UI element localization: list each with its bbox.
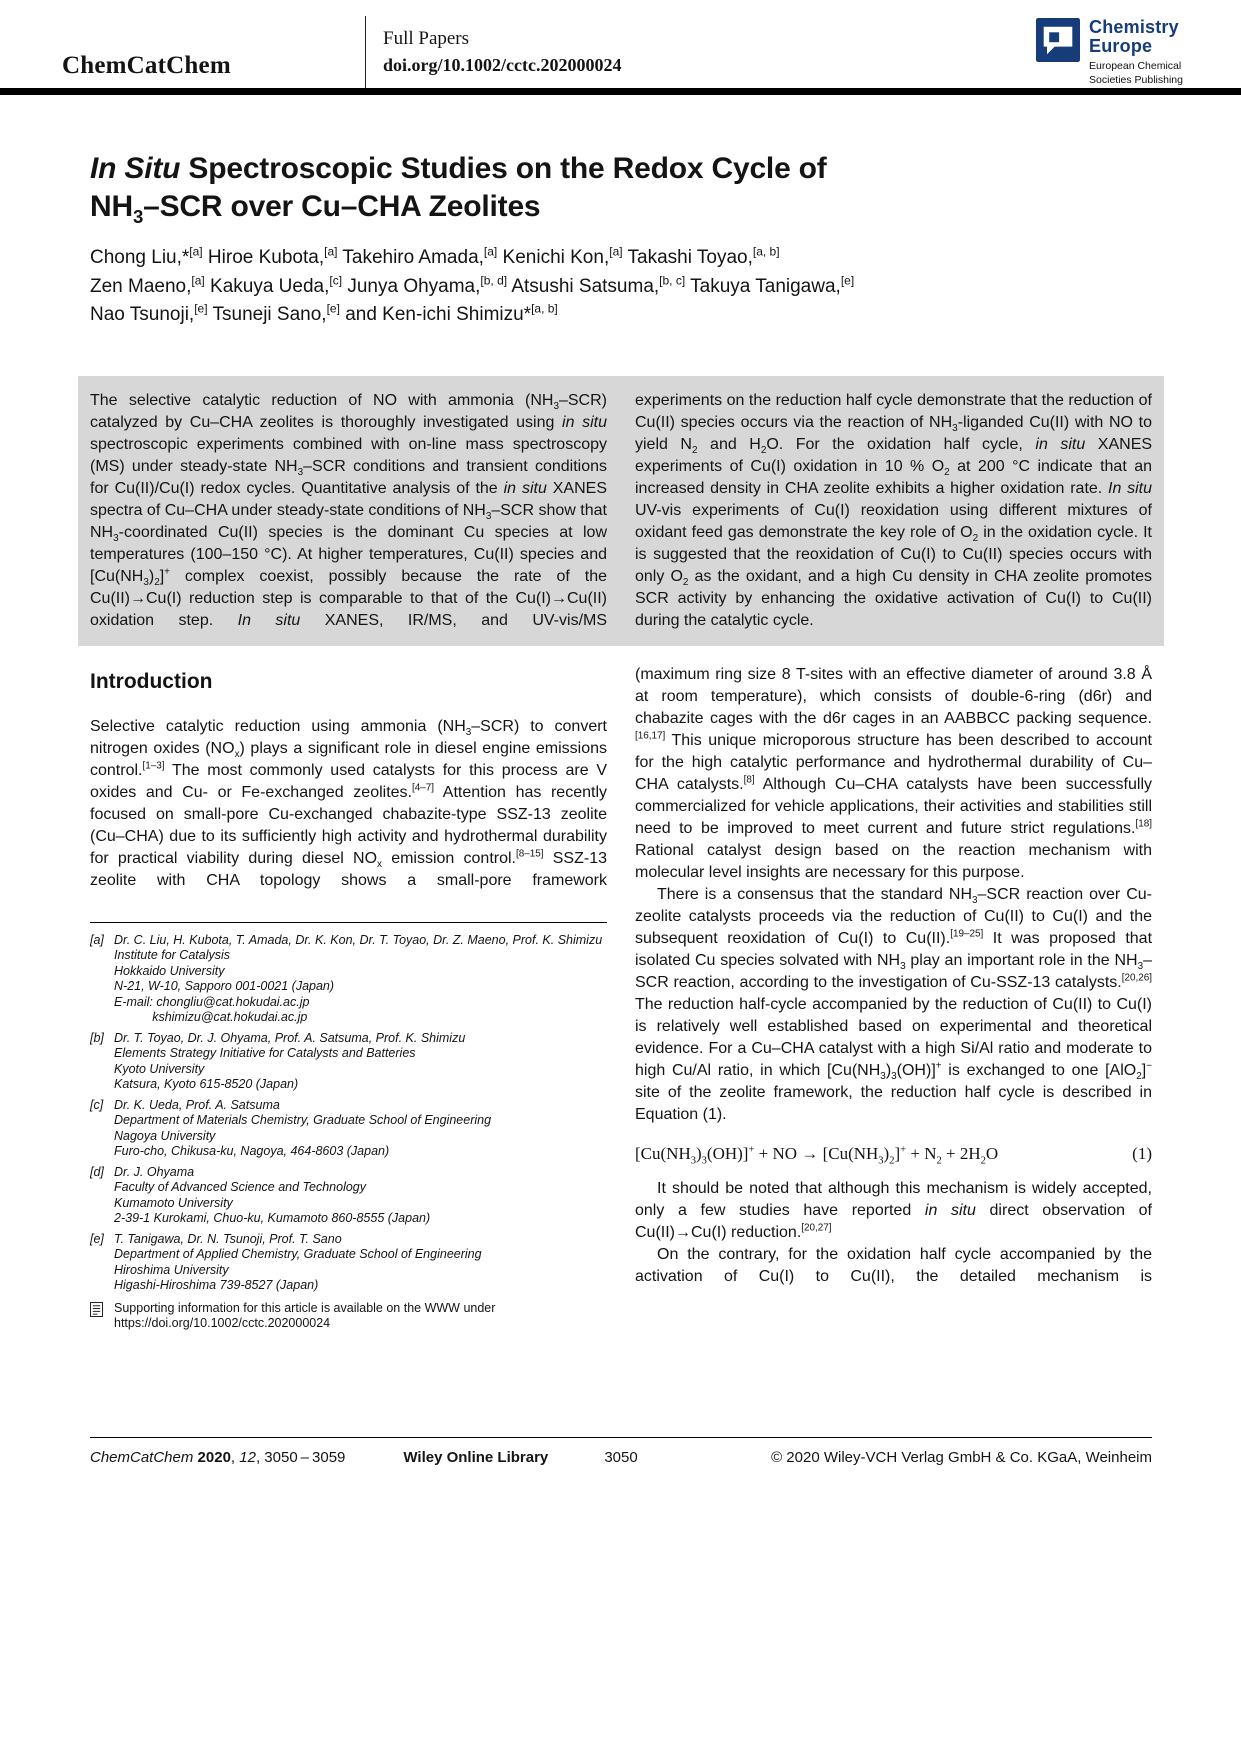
footnote-body: Dr. J. Ohyama Faculty of Advanced Science and Technology Kumamoto University 2-39-1 Kurokami, Chuo-ku, Kumamoto 860-8555 (Japan) bbox=[114, 1164, 431, 1226]
abstract-column-2: experiments on the reduction half cycle demonstrate that the reduction of Cu(II) species occurs via the reaction of $NH_3$-liganded Cu(II) with NO to yield $N_2$ and $H_2O$. For the oxidation half cycle, in situ XANES experiments of Cu(I) oxidation in 10 % $O_2$ at 200 °C indicate that an increased density in CHA zeolite exhibits a higher oxidation rate. In situ UV-vis experiments of Cu(I) reoxidation using different mixtures of oxidant feed gas demonstrate the key role of $O_2$ in the oxidation cycle. It is suggested that the reoxidation of Cu(I) to Cu(II) species occurs with only $O_2$ as the oxidant, and a high Cu density in CHA zeolite promotes SCR activity by enhancing the oxidative activation of Cu(I) to Cu(II) during the catalytic cycle. bbox=[635, 391, 1153, 629]
equation-number: (1) bbox=[1132, 1143, 1152, 1163]
affiliation-a bbox=[90, 933, 607, 1026]
article-title: In Situ Spectroscopic Studies on the Redox Cycle of $NH_3$–SCR over Cu–CHA Zeolites bbox=[90, 152, 827, 228]
abstract-box bbox=[78, 376, 1164, 646]
footnote-marker: [c] bbox=[90, 1097, 104, 1112]
affiliation-c bbox=[90, 1098, 607, 1160]
affiliation-b bbox=[90, 1031, 607, 1093]
supporting-info-icon bbox=[90, 1301, 114, 1332]
affiliations-block bbox=[90, 922, 607, 1332]
page-header bbox=[62, 16, 1183, 88]
footnote-body: T. Tanigawa, Dr. N. Tsunoji, Prof. T. Sano Department of Applied Chemistry, Graduate School of Engineering Hiroshima University Higashi-Hiroshima 739-8527 (Japan) bbox=[114, 1231, 482, 1293]
section-heading-introduction: Introduction bbox=[90, 669, 213, 693]
supporting-info-link[interactable]: https://doi.org/10.1002/cctc.202000024 bbox=[114, 1316, 331, 1331]
affiliation-e bbox=[90, 1232, 607, 1294]
footnote-marker: [b] bbox=[90, 1030, 104, 1045]
page-number: 3050 bbox=[604, 1449, 638, 1466]
citation: ChemCatChem 2020, 12, 3050 – 3059 bbox=[90, 1449, 346, 1466]
publisher-name: Chemistry Europe bbox=[1089, 17, 1179, 57]
article-type-label: Full Papers bbox=[383, 28, 470, 49]
intro-paragraph-2: (maximum ring size 8 T-sites with an effective diameter of around 3.8 Å at room temperature), which consists of double-6-ring (d6r) and chabazite cages with the d6r cages in an AABBCC packing sequence.[16,17] This unique microporous structure has been described to account for the high catalytic performance and hydrothermal durability of Cu–CHA catalysts.[8] Although Cu–CHA catalysts have been successfully commercialized for vehicle applications, their activities and stabilities still need to be improved to meet current and future strict regulations.[18] Rational catalyst design based on the reaction mechanism with molecular level insights are necessary for this purpose. bbox=[635, 665, 1153, 881]
footnote-body: Dr. K. Ueda, Prof. A. Satsuma Department of Materials Chemistry, Graduate School of Engineering Nagoya University Furo-cho, Chikusa-ku, Nagoya, 464-8603 (Japan) bbox=[114, 1097, 492, 1159]
footnote-marker: [d] bbox=[90, 1164, 104, 1179]
footer-row bbox=[90, 1449, 1152, 1466]
left-column bbox=[90, 664, 607, 1337]
equation-formula: $[Cu(NH_3)_3(OH)]^+$ + NO → $[Cu(NH_3)_2]^+ + N_2 + 2H_2O$ bbox=[635, 1143, 999, 1167]
author-list: Chong Liu,*[a] Hiroe Kubota,[a] Takehiro Amada,[a] Kenichi Kon,[a] Takashi Toyao,[a, b] Zen Maeno,[a] Kakuya Ueda,[c] Junya Ohyama,[b, d] Atsushi Satsuma,[b, c] Takuya Tanigawa,[e] Nao Tsunoji,[e] Tsuneji Sano,[e] and Ken-ichi Shimizu*[a, b] bbox=[90, 244, 855, 326]
body-columns bbox=[90, 664, 1152, 1337]
supporting-info-note bbox=[90, 1301, 607, 1332]
doi-link[interactable]: doi.org/10.1002/cctc.202000024 bbox=[383, 55, 622, 75]
article-content bbox=[90, 150, 1152, 1337]
right-column bbox=[635, 664, 1152, 1288]
affiliation-d bbox=[90, 1165, 607, 1227]
intro-paragraph-1: Selective catalytic reduction using ammonia $(NH_3-SCR)$ to convert nitrogen oxides $(NO_x)$ plays a significant role in diesel engine emissions control.[1–3] The most commonly used catalysts for this process are V oxides and Cu- or Fe-exchanged zeolites.[4–7] Attention has recently focused on small-pore Cu-exchanged chabazite-type SSZ-13 zeolite (Cu–CHA) due to its sufficiently high activity and hydrothermal durability for practical viability during diesel $NO_x$ emission control.[8–15] SSZ-13 zeolite with CHA topology shows a small-pore framework bbox=[90, 717, 607, 889]
wiley-online-library-label: Wiley Online Library bbox=[403, 1449, 549, 1466]
chemistry-europe-icon bbox=[1036, 18, 1080, 62]
footnote-marker: [e] bbox=[90, 1231, 104, 1246]
publisher-tagline: European Chemical Societies Publishing bbox=[1089, 60, 1183, 86]
journal-wordmark: ChemCatChem bbox=[62, 52, 231, 79]
footnote-rule bbox=[90, 922, 607, 923]
intro-paragraph-5: On the contrary, for the oxidation half cycle accompanied by the activation of Cu(I) to Cu(II), the detailed mechanism is bbox=[635, 1245, 1152, 1285]
equation-1 bbox=[635, 1143, 1152, 1167]
header-rule bbox=[0, 88, 1241, 95]
supporting-info-text: Supporting information for this article is available on the WWW under https://doi.org/10.1002/cctc.202000024 bbox=[114, 1300, 496, 1331]
copyright-notice: © 2020 Wiley-VCH Verlag GmbH & Co. KGaA, Weinheim bbox=[771, 1449, 1152, 1466]
article-type-block bbox=[365, 16, 621, 88]
footer-rule bbox=[90, 1437, 1152, 1438]
publisher-logo bbox=[1036, 16, 1183, 88]
footnote-marker: [a] bbox=[90, 932, 104, 947]
footnote-body: Dr. T. Toyao, Dr. J. Ohyama, Prof. A. Satsuma, Prof. K. Shimizu Elements Strategy Initiative for Catalysts and Batteries Kyoto University Katsura, Kyoto 615-8520 (Japan) bbox=[114, 1030, 466, 1092]
publisher-logo-text bbox=[1089, 18, 1183, 87]
footnote-body: Dr. C. Liu, H. Kubota, T. Amada, Dr. K. Kon, Dr. T. Toyao, Dr. Z. Maeno, Prof. K. Shimizu Institute for Catalysis Hokkaido University N-21, W-10, Sapporo 001-0021 (Japan) E-mail: chongliu@cat.hokudai.ac.jp kshimizu@cat.hokudai.ac.jp bbox=[114, 932, 603, 1025]
intro-paragraph-3: There is a consensus that the standard $NH_3$–SCR reaction over Cu-zeolite catalysts proceeds via the reduction of Cu(II) to Cu(I) and the subsequent reoxidation of Cu(I) to Cu(II).[19–25] It was proposed that isolated Cu species solvated with $NH_3$ play an important role in the $NH_3$–SCR reaction, according to the investigation of Cu-SSZ-13 catalysts.[20,26] The reduction half-cycle accompanied by the reduction of Cu(II) to Cu(I) is relatively well established based on experimental and theoretical evidence. For a Cu–CHA catalyst with a high Si/Al ratio and moderate to high Cu/Al ratio, in which $[Cu(NH_3)_3(OH)]^+$ is exchanged to one [AlO$_2$]− site of the zeolite framework, the reduction half cycle is described in Equation (1). bbox=[635, 885, 1153, 1123]
page-footer bbox=[90, 1437, 1152, 1466]
abstract-column-1: The selective catalytic reduction of NO with ammonia $(NH_3-SCR)$ catalyzed by Cu–CHA zeolites is thoroughly investigated using in situ spectroscopic experiments combined with on-line mass spectroscopy (MS) under steady-state $NH_3$–SCR conditions and transient conditions for Cu(II)/Cu(I) redox cycles. Quantitative analysis of the in situ XANES spectra of Cu–CHA under steady-state conditions of $NH_3$–SCR show that $NH_3$-coordinated Cu(II) species is the dominant Cu species at low temperatures (100–150 °C). At higher temperatures, Cu(II) species and $[Cu(NH_3)_2]^+$ complex coexist, possibly because the rate of the Cu(II)→Cu(I) reduction step is comparable to that of the Cu(I)→Cu(II) oxidation step. In situ XANES, IR/MS, and UV-vis/MS bbox=[90, 391, 608, 629]
intro-paragraph-4: It should be noted that although this mechanism is widely accepted, only a few studies have reported in situ direct observation of Cu(II)→Cu(I) reduction.[20,27] bbox=[635, 1179, 1152, 1241]
